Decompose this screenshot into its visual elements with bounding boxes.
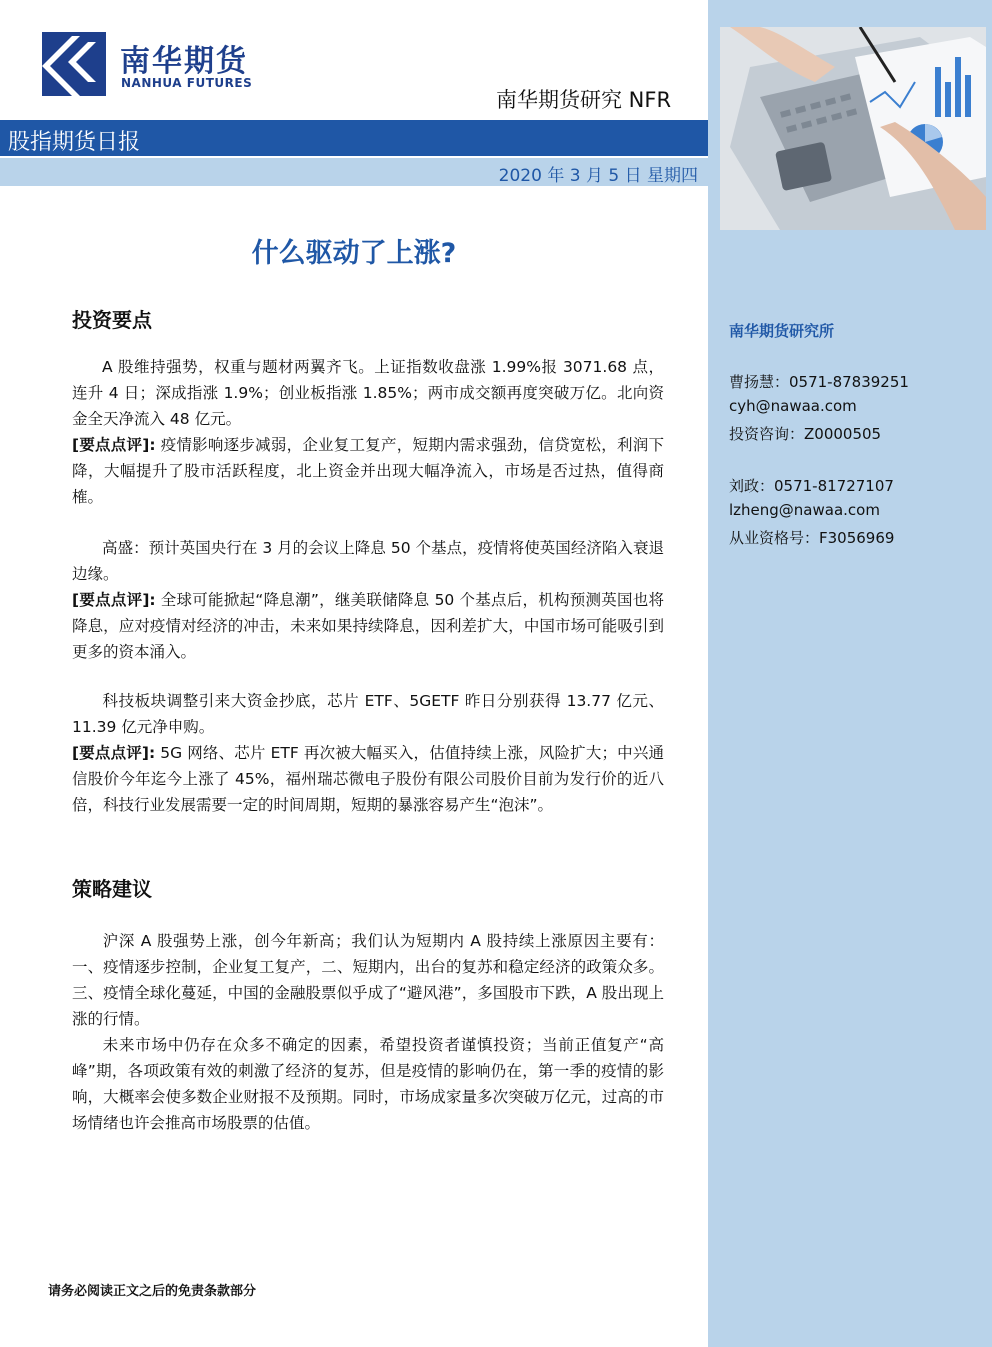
investment-item-2 [72, 535, 664, 665]
analyst1-email[interactable]: cyh@nawaa.com [729, 397, 857, 415]
investment-item-1 [72, 354, 664, 510]
section-heading-strategy: 策略建议 [72, 877, 152, 901]
strategy-paragraph-1: 沪深 A 股强势上涨，创今年新高；我们认为短期内 A 股持续上涨原因主要有：一、疫情逐步控制，企业复工复产，二、短期内，出台的复苏和稳定经济的政策众多。三、疫情全球化蔓延，中国的金融股票似乎成了“避风港”，多国股市下跌，A 股出现上涨的行情。 [72, 932, 664, 1028]
report-title: 什么驱动了上涨? [251, 238, 457, 269]
comment-label: [要点点评]: [72, 436, 156, 454]
comment-text: 疫情影响逐步减弱，企业复工复产，短期内需求强劲，信贷宽松，利润下降，大幅提升了股市活跃程度，北上资金并出现大幅净流入，市场是否过热，值得商榷。 [72, 436, 664, 506]
item-text: 高盛：预计英国央行在 3 月的会议上降息 50 个基点，疫情将使英国经济陷入衰退边缘。 [72, 539, 664, 583]
analyst1-phone: 曹扬慧：0571-87839251 [729, 373, 909, 391]
sidebar-title: 南华期货研究所 [729, 322, 835, 340]
section-heading-investment: 投资要点 [72, 308, 152, 332]
analyst2-phone: 刘政：0571-81727107 [729, 477, 894, 495]
research-label: 南华期货研究 NFR [496, 88, 672, 112]
nanhua-logo-icon [42, 32, 106, 96]
comment-text: 全球可能掀起“降息潮”，继美联储降息 50 个基点后，机构预测英国也将降息，应对疫情对经济的冲击，未来如果持续降息，因利差扩大，中国市场可能吸引到更多的资本涌入。 [72, 591, 664, 661]
strategy-paragraph-2: 未来市场中仍存在众多不确定的因素，希望投资者谨慎投资；当前正值复产“高峰”期，各项政策有效的刺激了经济的复苏，但是疫情的影响仍在，第一季的疫情的影响，大概率会使多数企业财报不及预期。同时，市场成家量多次突破万亿元，过高的市场情绪也许会推高市场股票的估值。 [72, 1036, 664, 1132]
item-text: 科技板块调整引来大资金抄底，芯片 ETF、5GETF 昨日分别获得 13.77 亿元、11.39 亿元净申购。 [72, 692, 664, 736]
analyst1-license: 投资咨询：Z0000505 [729, 425, 882, 443]
report-category: 股指期货日报 [8, 130, 141, 155]
item-text: A 股维持强势，权重与题材两翼齐飞。上证指数收盘涨 1.99%报 3071.68 点，连升 4 日；深成指涨 1.9%；创业板指涨 1.85%；两市成交额再度突破万亿。北向资金全天净流入 48 亿元。 [72, 358, 664, 428]
investment-item-3 [72, 688, 664, 818]
disclaimer-footer: 请务必阅读正文之后的免责条款部分 [48, 1284, 257, 1299]
comment-label: [要点点评]: [72, 744, 156, 762]
strategy-paragraphs [72, 928, 664, 1136]
category-bar [0, 120, 708, 156]
comment-text: 5G 网络、芯片 ETF 再次被大幅买入，估值持续上涨，风险扩大；中兴通信股价今年迄今上涨了 45%，福州瑞芯微电子股份有限公司股价目前为发行价的近八倍，科技行业发展需要一定的时间周期，短期的暴涨容易产生“泡沫”。 [72, 744, 664, 814]
analyst2-email[interactable]: lzheng@nawaa.com [729, 501, 880, 519]
comment-label: [要点点评]: [72, 591, 156, 609]
analyst2-license: 从业资格号：F3056969 [729, 529, 895, 547]
date-bar [0, 158, 708, 186]
report-date: 2020 年 3 月 5 日 星期四 [498, 166, 698, 186]
brand-name-cn: 南华期货 [120, 44, 248, 79]
brand-name-en: NANHUA FUTURES [121, 76, 253, 90]
laptop-chart-illustration [720, 27, 986, 230]
office-photo [720, 27, 986, 230]
